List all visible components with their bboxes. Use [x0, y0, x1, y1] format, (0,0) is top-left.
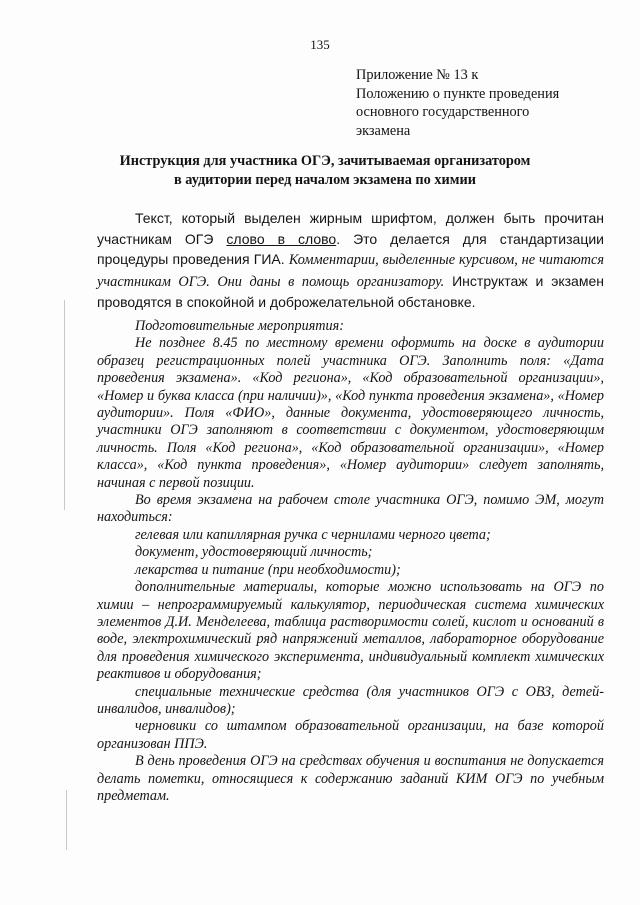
- allowed-item: лекарства и питание (при необходимости);: [135, 561, 401, 578]
- intro-text: Текст, который выделен жирным шрифтом, должен быть прочитан участникам ОГЭ: [97, 210, 604, 247]
- document-title: [70, 152, 580, 189]
- prep-paragraph: Не позднее 8.45 по местному времени оформить на доске в аудитории образец регистрационных полей участника ОГЭ. Заполнить поля: «Дата проведения экзамена». «Код региона», «Код образовательной организации», «Номер и буква класса (при наличии)», «Код пункта проведения экзамена», «Номер аудитории». Поля «ФИО», данные документа, удостоверяющего личность, участники ОГЭ заполняют в соответствии с документом, удостоверяющим личность. Поля «Код региона», «Код образовательной организации», «Номер класса», «Код пункта проведения», «Номер аудитории» следует заполнять, начиная с первой позиции.: [97, 335, 604, 491]
- title-line: Инструкция для участника ОГЭ, зачитываемая организатором: [119, 153, 531, 169]
- appendix-line: основного государственного: [356, 104, 530, 120]
- intro-italic-comment: Комментарии, выделенные курсивом, не читаются участникам ОГЭ. Они даны в помощь организатору.: [97, 252, 604, 290]
- prep-heading: Подготовительные мероприятия:: [135, 318, 344, 334]
- during-exam-paragraph: Во время экзамена на рабочем столе участника ОГЭ, помимо ЭМ, могут находиться:: [97, 492, 604, 526]
- final-paragraph: В день проведения ОГЭ на средствах обучения и воспитания не допускается делать пометки, относящиеся к содержанию заданий КИМ ОГЭ по учебным предметам.: [97, 753, 604, 804]
- allowed-item: документ, удостоверяющий личность;: [135, 544, 373, 561]
- allowed-item: дополнительные материалы, которые можно использовать на ОГЭ по химии – непрограммируемый калькулятор, периодическая система химических элементов Д.И. Менделеева, таблица растворимости солей, кислот и оснований в воде, электрохимический ряд напряжений металлов, лабораторное оборудование для проведения химического эксперимента, индивидуальный комплект химических реактивов и оборудования;: [97, 579, 604, 683]
- intro-text: Инструктаж и экзамен проводятся в спокойной и доброжелательной обстановке.: [97, 272, 604, 310]
- intro-paragraph: [97, 208, 604, 313]
- scan-edge-mark: [64, 300, 65, 510]
- title-line: в аудитории перед началом экзамена по химии: [173, 171, 476, 188]
- instructions-body: [97, 318, 604, 805]
- appendix-line: экзамена: [356, 122, 411, 139]
- intro-text: . Это делается для стандартизации процедуры проведения ГИА.: [97, 230, 604, 267]
- allowed-item: специальные технические средства (для участников ОГЭ с ОВЗ, детей-инвалидов, инвалидов);: [97, 683, 604, 717]
- intro-underlined-text: слово в слово: [226, 230, 337, 247]
- appendix-line: Положению о пункте проведения: [356, 85, 560, 102]
- appendix-line: Приложение № 13 к: [356, 67, 479, 83]
- page-number: 135: [310, 37, 330, 52]
- allowed-item: гелевая или капиллярная ручка с чернилами черного цвета;: [135, 526, 491, 543]
- allowed-item: черновики со штампом образовательной организации, на базе которой организован ППЭ.: [97, 718, 604, 752]
- scan-edge-mark: [66, 790, 67, 850]
- appendix-reference: [356, 66, 606, 140]
